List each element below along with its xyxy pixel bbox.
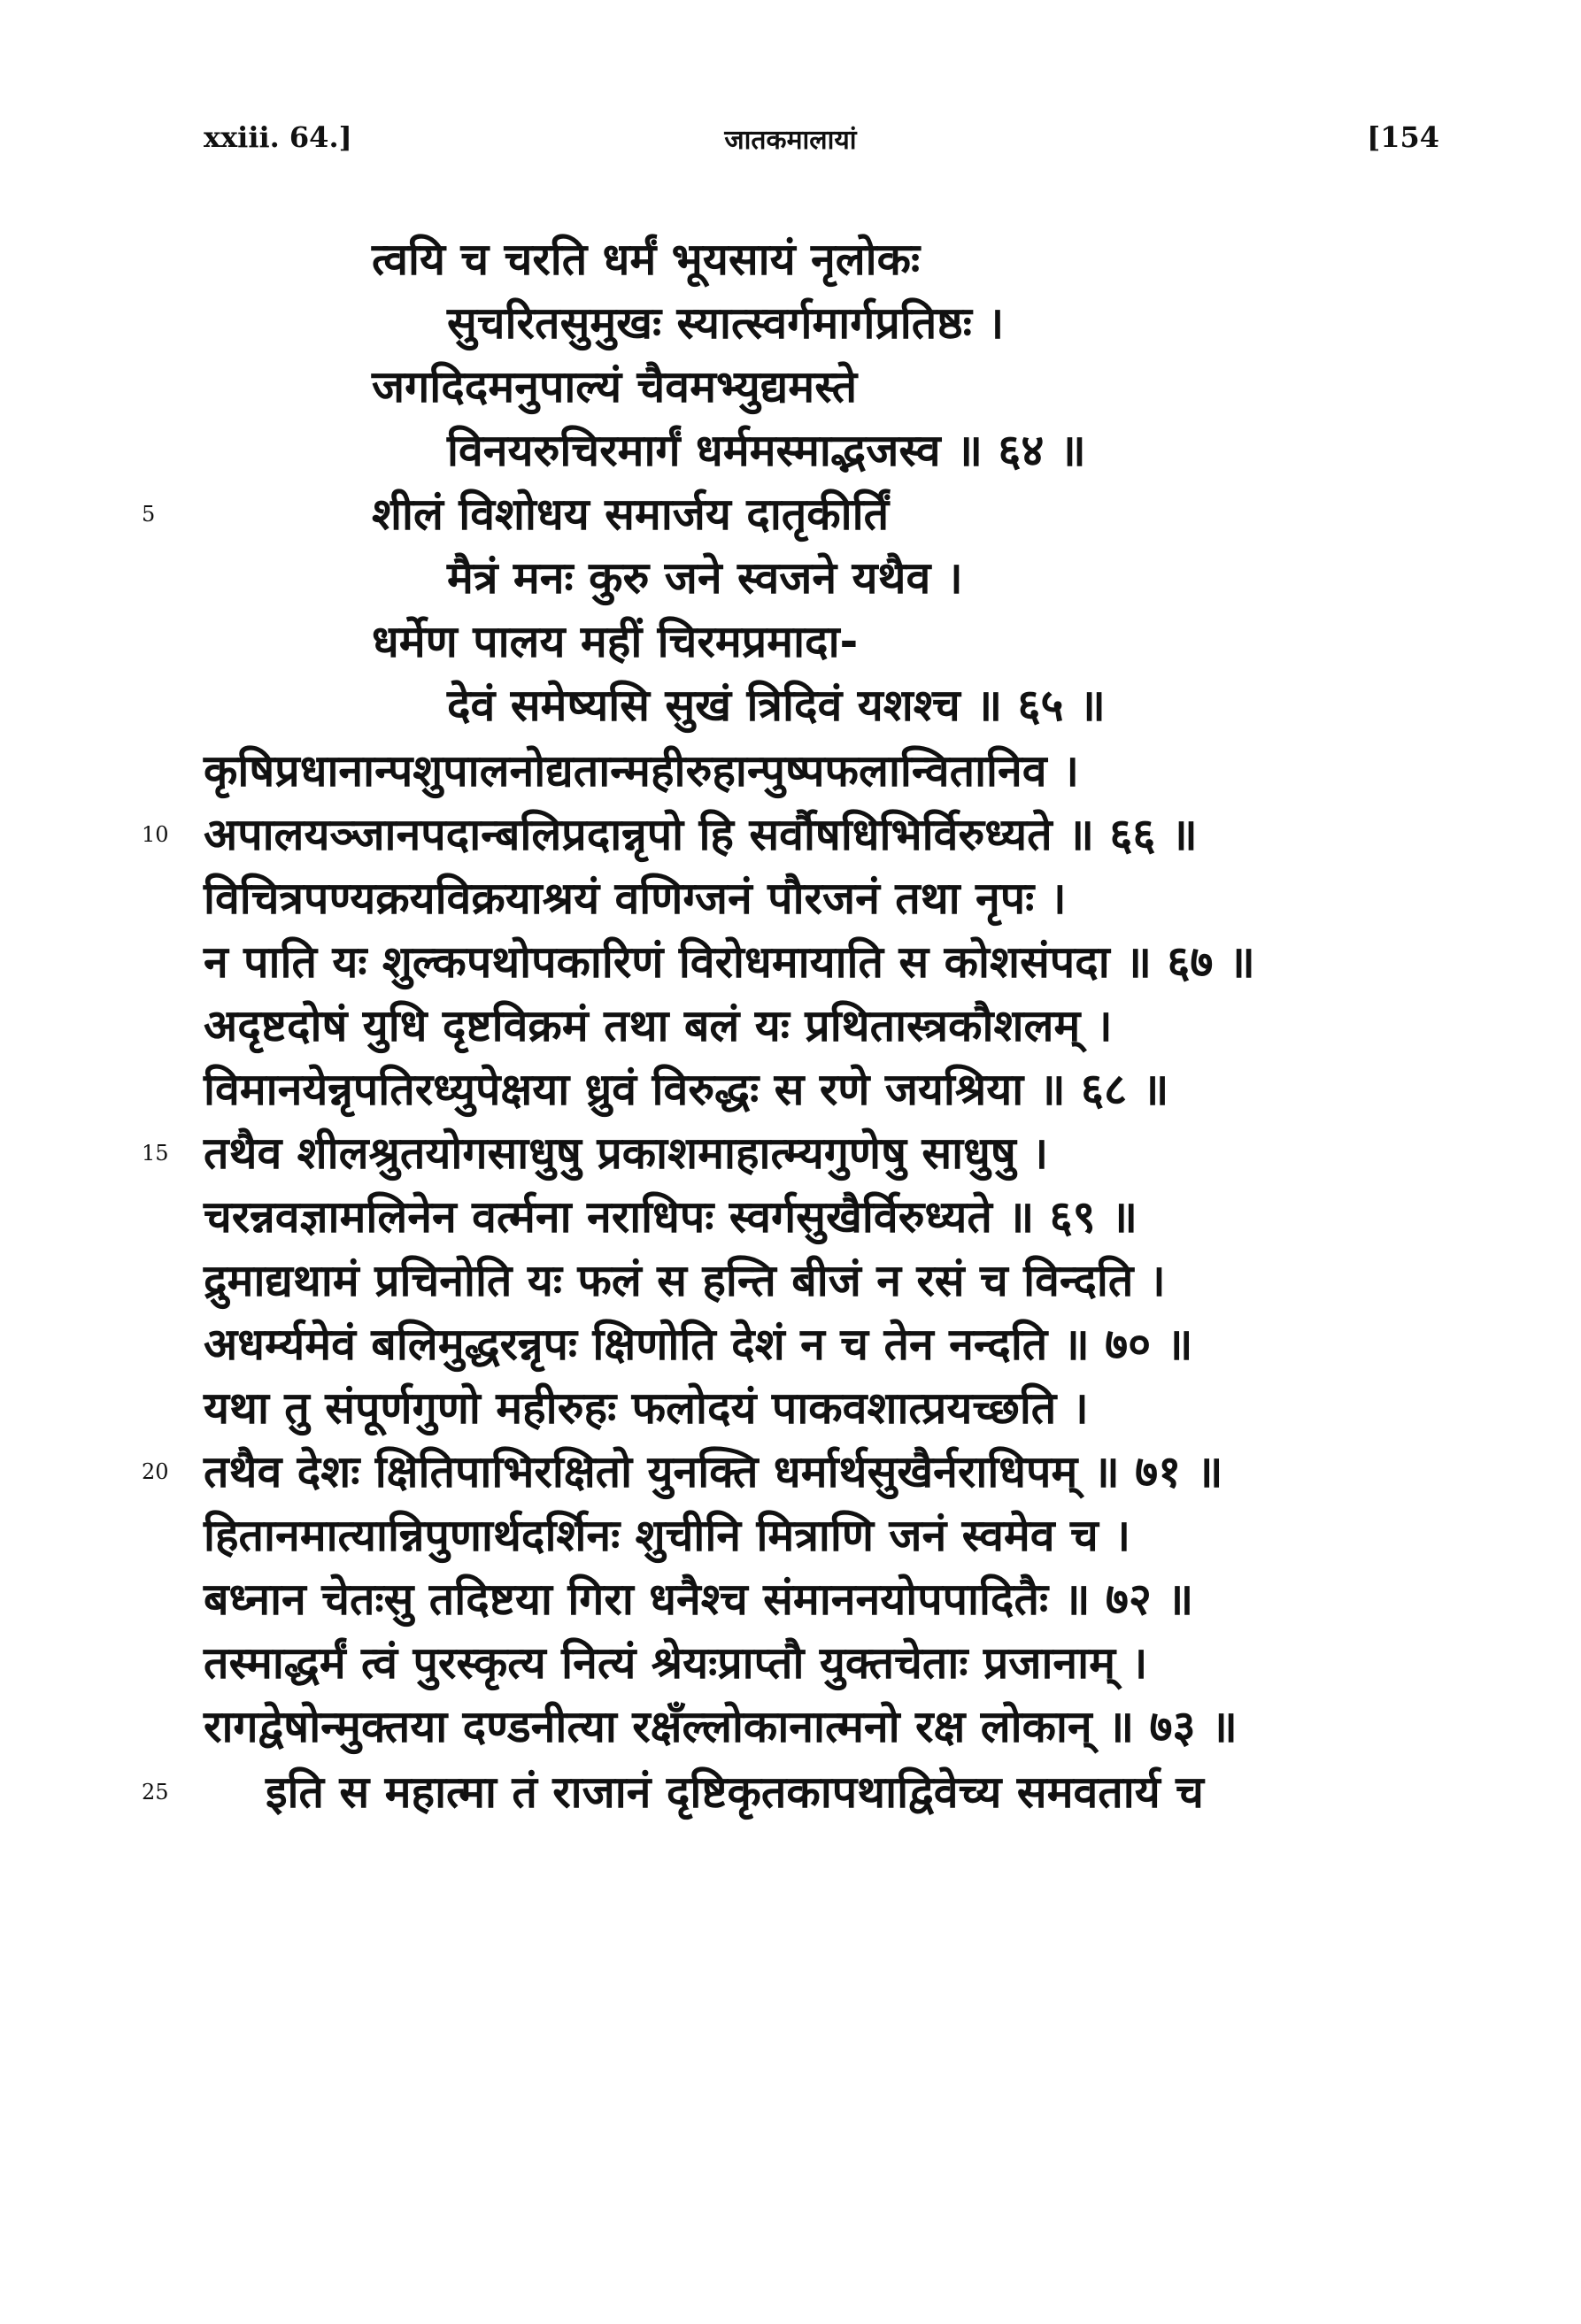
line-number: 20 — [142, 1459, 169, 1484]
verse-line: धर्मेण पालय महीं चिरमप्रमादा- — [372, 616, 859, 667]
line-number: 25 — [142, 1780, 169, 1805]
verse-line: विचित्रपण्यक्रयविक्रयाश्रयं वणिग्जनं पौरजनं तथा नृपः । — [204, 873, 1067, 924]
line-number: 5 — [142, 502, 156, 527]
verse-line: विमानयेन्नृपतिरध्युपेक्षया ध्रुवं विरुद्धः स रणे जयश्रिया ॥ ६८ ॥ — [204, 1064, 1169, 1115]
verse-line: जगदिदमनुपाल्यं चैवमभ्युद्यमस्ते — [372, 361, 858, 412]
verse-line: मैत्रं मनः कुरु जने स्वजने यथैव । — [447, 552, 963, 604]
verse-line: न पाति यः शुल्कपथोपकारिणं विरोधमायाति स कोशसंपदा ॥ ६७ ॥ — [204, 936, 1255, 988]
verse-line: सुचरितसुमुखः स्यात्स्वर्गमार्गप्रतिष्ठः । — [447, 297, 1005, 349]
verse-line: तथैव देशः क्षितिपाभिरक्षितो युनक्ति धर्मार्थसुखैर्नराधिपम् ॥ ७१ ॥ — [204, 1446, 1223, 1497]
verse-line: रागद्वेषोन्मुक्तया दण्डनीत्या रक्षँल्लोकानात्मनो रक्ष लोकान् ॥ ७३ ॥ — [204, 1701, 1238, 1752]
verse-line: विनयरुचिरमार्गं धर्ममस्माद्भजस्व ॥ ६४ ॥ — [447, 425, 1086, 476]
verse-line: बध्नान चेतःसु तदिष्टया गिरा धनैश्च संमाननयोपपादितैः ॥ ७२ ॥ — [204, 1574, 1194, 1625]
verse-line: हितानमात्यान्निपुणार्थदर्शिनः शुचीनि मित्राणि जनं स्वमेव च । — [204, 1510, 1131, 1561]
verse-line: त्वयि च चरति धर्मं भूयसायं नृलोकः — [372, 234, 921, 285]
verse-line: द्रुमाद्यथामं प्रचिनोति यः फलं स हन्ति बीजं न रसं च विन्दति । — [204, 1255, 1166, 1306]
verse-line: इति स महात्मा तं राजानं दृष्टिकृतकापथाद्विवेच्य समवतार्य च — [266, 1766, 1204, 1818]
running-header-left: xxiii. 64.] — [204, 120, 352, 154]
verse-line: कृषिप्रधानान्पशुपालनोद्यतान्महीरुहान्पुष्पफलान्वितानिव । — [204, 745, 1079, 796]
verse-line: देवं समेष्यसि सुखं त्रिदिवं यशश्च ॥ ६५ ॥ — [447, 680, 1106, 731]
verse-line: अदृष्टदोषं युधि दृष्टविक्रमं तथा बलं यः प्रथितास्त्रकौशलम् । — [204, 1000, 1113, 1051]
running-header-title: जातकमालायां — [724, 125, 857, 156]
verse-line: तस्माद्धर्मं त्वं पुरस्कृत्य नित्यं श्रेयःप्राप्तौ युक्तचेताः प्रजानाम् । — [204, 1637, 1148, 1689]
verse-line: यथा तु संपूर्णगुणो महीरुहः फलोदयं पाकवशात्प्रयच्छति । — [204, 1382, 1089, 1434]
verse-line: अधर्म्यमेवं बलिमुद्धरन्नृपः क्षिणोति देशं न च तेन नन्दति ॥ ७० ॥ — [204, 1319, 1193, 1370]
verse-line: तथैव शीलश्रुतयोगसाधुषु प्रकाशमाहात्म्यगुणेषु साधुषु । — [204, 1127, 1049, 1179]
line-number: 10 — [142, 822, 169, 847]
line-number: 15 — [142, 1141, 169, 1166]
verse-line: शीलं विशोधय समार्जय दातृकीर्तिं — [372, 489, 890, 540]
verse-line: अपालयञ्जानपदान्बलिप्रदान्नृपो हि सर्वौषधिभिर्विरुध्यते ॥ ६६ ॥ — [204, 809, 1198, 860]
verse-line: चरन्नवज्ञामलिनेन वर्त्मना नराधिपः स्वर्गसुखैर्विरुध्यते ॥ ६९ ॥ — [204, 1191, 1138, 1243]
page-number: [154 — [1367, 120, 1439, 154]
